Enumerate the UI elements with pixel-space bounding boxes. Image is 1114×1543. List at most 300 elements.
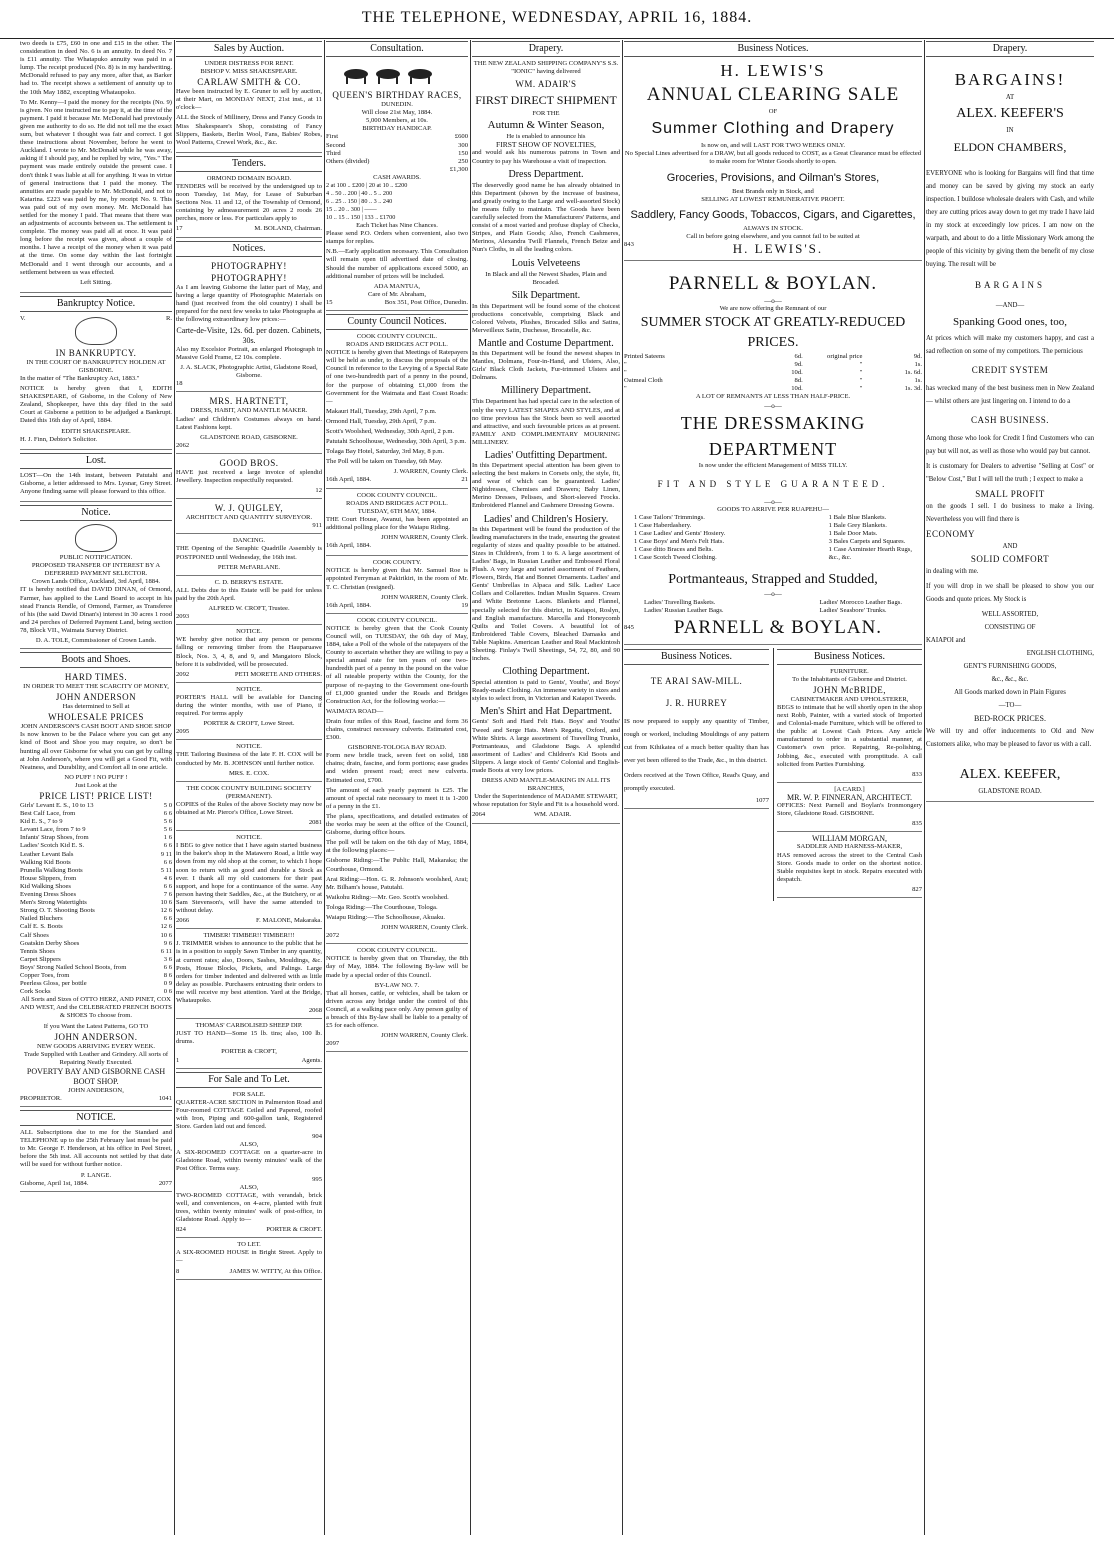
ad-text: OFFICES: Next Parnell and Boylan's Ironmongery Store, Gladstone Road. GISBORNE.	[777, 802, 922, 818]
ad-text: JOHN ANDERSON,	[68, 1086, 124, 1094]
berry-estate-ad	[176, 579, 322, 625]
ad-title: FIRST DIRECT SHIPMENT	[475, 93, 617, 108]
malone-ad	[176, 834, 322, 929]
ad-title: NOTICE.	[236, 628, 262, 636]
remnant-row	[624, 377, 922, 385]
ad-number: 911	[312, 522, 322, 530]
ad-text: COPIES of the Rules of the above Society may now be obtained at Mr. Pierce's Office, Lowe Street.	[176, 800, 322, 816]
price-row	[20, 842, 172, 850]
ad-text: He is enabled to announce his	[506, 133, 586, 141]
ad-text: ENGLISH CLOTHING,	[1026, 650, 1094, 657]
price-item: Men's Strong Watertights	[20, 899, 87, 907]
ad-number: 12	[315, 487, 322, 495]
ad-number: 2066	[176, 917, 190, 925]
ad-text: DRESS, HABIT, AND MANTLE MAKER.	[190, 407, 308, 415]
ad-number: 1041	[158, 1095, 172, 1102]
sawmill-ad	[624, 675, 769, 809]
ad-title: BARGAINS!	[954, 70, 1066, 89]
ad-text: DRESS AND MANTLE-MAKING IN ALL ITS BRANCHES,	[481, 777, 611, 793]
ad-text: TENDERS will be received by the undersigned up to noon Tuesday, 1st May, for Lease of Suburban Sections Nos. 11 and 12, of the Township of Ormond, containing by admeasurement 20 acres 2 roods 26 perches, more or less. For particulars apply to	[176, 182, 322, 223]
ad-signature: JOHN WARREN, County Clerk.	[381, 593, 468, 601]
ad-text: ROADS AND BRIDGES ACT POLL.	[346, 341, 448, 349]
ad-text: Just Look at the	[75, 781, 117, 789]
ad-text: IN	[1006, 127, 1014, 134]
auction-ad	[176, 60, 322, 153]
remnant-cell: 1s. 6d.	[904, 369, 922, 377]
list-item: 1 Case ditto Braces and Belts.	[634, 546, 714, 554]
ad-text: Care of Mr. Abraham,	[367, 290, 427, 298]
subscriptions-notice	[20, 1129, 172, 1192]
ad-text: TUESDAY, 6TH MAY, 1884.	[357, 507, 437, 515]
building-society-ad	[176, 785, 322, 831]
morgan-ad	[777, 835, 922, 898]
ad-text: BISHOP V. MISS SHAKESPEARE.	[200, 68, 298, 76]
ad-text: BIRTHDAY HANDICAP.	[362, 125, 432, 133]
price-item: Goatskin Derby Shoes	[20, 939, 80, 947]
ad-text: ALSO,	[239, 1183, 259, 1191]
ad-number: 2068	[308, 1007, 322, 1015]
ad-text: Tolaga Bay Hotel, Saturday, 3rd May, 8 p.m.	[326, 448, 445, 456]
remnant-cell: 10d.	[791, 385, 803, 393]
price-row	[20, 964, 172, 972]
price-row	[20, 915, 172, 923]
ad-signature: P. LANGE.	[80, 1171, 112, 1179]
article-text: To Mr. Kenny—I paid the money for the receipts (No. 9) is given. No one instructed me to pay it, at the time of the payment. I paid it because Mr. McDonald had previously given me authority to do so. He did not tell me the exact sum, but whatever I thought was fair and correct. I got these instructions about November, before he went to Auckland. I wrote to Mr. McDonald while he was away, asking if I should pay, and he replied by wire, "Yes." The payment was made entirely outside the present case. I don't think I was liable at all for anything. It was in virtue of general instructions that I paid the money. The annuities are made payable to Mr. McDonald, and not to Katarina. £223 was paid by me, by receipt No. 9. This was paid out of my own money. Mr. McDonald has settled for the money I paid. That means that there was an adjustments of accounts between us. The settlement is complete. The money was paid all at once. It was paid long before the receipt was given, about a couple of months. I have a receipt of the money when it was paid at the time. On some day within the last fortnight McDonald and I went through our accounts, and a settlement between us was effected.	[20, 98, 172, 276]
ad-text: Trade Supplied with Leather and Grindery. All sorts of Repairing Neatly Executed.	[23, 1050, 169, 1066]
price-item: Boys' Strong Nailed School Boots, from	[20, 963, 127, 971]
price-row	[20, 980, 172, 988]
price-item: Evening Dress Shoes	[20, 891, 77, 899]
ad-text: —AND—	[995, 302, 1025, 309]
ad-text: If you will drop in we shall be pleased to show you our Goods and quote prices. My Stock is	[926, 583, 1094, 603]
royal-crest-icon	[75, 317, 117, 345]
ad-text: [A CARD.]	[834, 785, 865, 793]
tenders-ad	[176, 175, 322, 238]
price-item: Ladies' Scotch Kid E. S.	[20, 842, 85, 850]
remnant-cell: original price	[827, 352, 863, 360]
ad-text: PORTER'S HALL will be available for Dancing during the winter months, with use of Piano, if required. For terms apply	[176, 693, 322, 718]
ad-title: HARD TIMES.	[64, 672, 128, 683]
ad-text: ALL Subscriptions due to me for the Standard and TELEPHONE up to the 25th February last must be paid to Mr. George F. Henderson, at his office in Peel Street, before the 5th inst. All accounts not settled by that date will be sued for without further notice.	[20, 1129, 172, 1169]
ad-subtitle: Groceries, Provisions, and Oilman's Stores,	[666, 172, 880, 185]
price-item: Levant Lace, from 7 to 9	[20, 826, 86, 834]
price-value: 3 6	[163, 955, 172, 963]
remnant-cell: 1s.	[914, 361, 922, 369]
prize-value: 300	[458, 141, 468, 149]
price-item: Strong O. T. Shooting Boots	[20, 907, 95, 915]
ad-subtitle: Ladies' and Children's Hosiery.	[483, 513, 609, 525]
ad-text: Special attention is paid to Gents', Youths', and Boys' Ready-made Clothing. An immense variety in sizes and styles to select from, in Victorian and Kaiapoi Tweeds.	[472, 679, 620, 703]
ad-text: in dealing with me.	[926, 568, 979, 575]
ad-signature: PETI MORETE AND OTHERS.	[234, 670, 322, 678]
price-row	[20, 932, 172, 940]
ad-text: Have been instructed by E. Gruner to sell by auction, at their Mart, on MONDAY NEXT, 21st inst., at 11 o'clock—	[176, 88, 322, 112]
ad-text: ALSO,	[239, 1141, 259, 1149]
ad-text: ALL the Stock of Millinery, Dress and Fancy Goods in Miss Shakespeare's Shop, consisting of Fancy Slippers, Baskets, Berlin Wool, Fans, Babies' Robes, Wool Patterns, Crewel Work, &c., &c.	[176, 114, 322, 146]
ad-title: FOR SALE.	[232, 1090, 266, 1098]
ad-title: PARNELL & BOYLAN.	[673, 616, 883, 638]
ad-signature: EDITH SHAKESPEARE.	[61, 427, 131, 435]
ad-title: SOLID COMFORT	[970, 554, 1050, 564]
ad-title: POVERTY BAY AND GISBORNE CASH BOOT SHOP.	[26, 1066, 166, 1086]
list-item: 1 Case Tailors' Trimmings.	[634, 513, 705, 521]
ad-title: C. D. BERRY'S ESTATE.	[214, 578, 284, 586]
remnant-cell: "	[859, 361, 863, 369]
ad-text: Waiapu Riding:—The Schoolhouse, Akuaku.	[326, 913, 446, 921]
ad-title: PRICE LIST! PRICE LIST!	[39, 791, 153, 801]
ad-title: MRS. HARTNETT,	[209, 396, 289, 407]
ad-signature: WM. ADAIR.	[533, 811, 572, 819]
ad-text: In this Department special attention has been given to selecting the best makers in Corsets only, the style, fit, and wear of which can be guaranteed. Ladies' Nightdresses, Chemises and Drawers; Baby Linen, Merino Dresses, Pelisses, and Short-sleeved Frocks. Embroidered Flannel and Cashmere Dressing Gowns.	[472, 462, 620, 510]
price-value: 4 6	[163, 874, 172, 882]
section-heading: Boots and Shoes.	[20, 652, 172, 668]
ad-text: BEGS to intimate that he will shortly open in the shop next Robb, Painter, with a varied stock of Imported and Colonial-made Furniture, which will be offered to the public at Lowest Cash Prices. Any article manufactured to order in a substantial manner, at Customer's own price. Repairing, Re-polishing, Jobbing, &c., executed with promptitude. A call solicited from Parties Furnishing.	[777, 704, 922, 768]
ad-title: J. R. HURREY	[665, 697, 728, 708]
ad-text: NEW GOODS ARRIVING EVERY WEEK.	[36, 1042, 155, 1050]
adair-ad	[472, 60, 620, 824]
list-item: 1 Case Ladies' and Gents' Hosiery.	[634, 530, 726, 538]
ad-title: ELDON CHAMBERS,	[953, 140, 1067, 154]
ad-title: BARGAINS	[974, 280, 1045, 290]
remnant-row	[624, 369, 922, 377]
ad-text: GLADSTONE ROAD.	[978, 788, 1042, 795]
price-item: House Slippers, from	[20, 874, 77, 882]
ad-text: THE Opening of the Seraphic Quadrille Assembly is POSTPONED until Wednesday, the 16th inst.	[176, 545, 322, 561]
remnant-row	[624, 353, 922, 361]
ad-signature: PORTER & CROFT, Lowe Street.	[203, 720, 295, 728]
ad-signature: JOHN WARREN, County Clerk.	[381, 924, 468, 932]
ad-text: THE NEW ZEALAND SHIPPING COMPANY'S S.S. "IONIC" having delivered	[473, 60, 619, 76]
ornament: —o—	[764, 401, 782, 410]
remnant-list	[624, 353, 922, 393]
ad-text: Ormond Hall, Tuesday, 29th April, 7 p.m.	[326, 417, 437, 425]
ad-number: 1	[176, 1056, 180, 1064]
ad-text: LOST—On the 14th instant, between Patutahi and Gisborne, a letter addressed to Mrs. Lysnar, Grey Street. Anyone finding same will please forward to this office.	[20, 471, 172, 495]
ad-text: At prices which will make my customers happy, and cast a sad reflection on some of my competitors. The pernicious	[926, 335, 1094, 355]
price-item: Cork Socks	[20, 988, 51, 996]
section-heading: Bankruptcy Notice.	[20, 296, 172, 312]
section-heading: Notices.	[176, 241, 322, 257]
ad-subtitle: Dress Department.	[508, 168, 584, 180]
ad-number: 2072	[326, 932, 340, 940]
remnant-cell: Oatmeal Cloth	[624, 377, 663, 385]
price-value: 0 9	[163, 980, 172, 988]
ad-number: 2062	[176, 441, 190, 449]
ad-text: In the matter of "The Bankruptcy Act, 1883."	[20, 375, 140, 382]
racehorses-icon	[326, 60, 468, 86]
keefer-ad	[926, 69, 1094, 802]
ad-number: 21	[461, 476, 468, 484]
lewis-ad	[624, 60, 922, 261]
price-item: Nailed Bluchers	[20, 915, 63, 923]
ad-text: SELLING AT LOWEST REMUNERATIVE PROFIT.	[701, 196, 845, 204]
ad-subtitle: Saddlery, Fancy Goods, Tobaccos, Cigars, and Cigarettes,	[630, 208, 916, 221]
list-item: 1 Case Boys' and Men's Felt Hats.	[634, 538, 725, 546]
ad-text: J. TRIMMER wishes to announce to the public that he is in a position to supply Sawn Timber in any quantity, at current rates; also, Doors, Sashes, Mouldings, &c. Posts, House Blocks, Pickets, and Palings. Large orders for timber indented and delivered with as little delay as possible. Purchasers entrusting their orders to me will receive my best attention. Yard at the Bridge, Whataupoko.	[176, 940, 322, 1004]
price-value: 6 6	[163, 810, 172, 818]
remnant-cell: 8d.	[794, 377, 803, 385]
ad-text: All Sorts and Sizes of OTTO HERZ, AND PINET, COX AND WEST, And the CELEBRATED FRENCH BOOTS & SHOES To choose from.	[20, 996, 172, 1020]
lost-notice	[20, 472, 172, 502]
remnant-cell: 10d.	[791, 369, 803, 377]
ad-text: In this Department will be found the newest shapes in Mantles, Dolmans, Four-in-Hand, and Ulsters, Also, Girls' Black Cloth Jackets, Fur-trimmed Ulsters and Dolmans.	[472, 350, 620, 382]
ad-title: THE COOK COUNTY BUILDING SOCIETY (PERMANENT).	[186, 784, 312, 800]
prize-label: First	[326, 133, 339, 141]
list-item: 1 Case Axminster Hearth Rugs,	[828, 546, 912, 554]
price-value: 9 11	[160, 850, 172, 858]
ad-subtitle: Mantle and Costume Department.	[478, 338, 614, 350]
price-row	[20, 826, 172, 834]
ad-number: 2081	[308, 819, 322, 827]
remnant-cell: 6d.	[794, 352, 803, 360]
ad-text: Will close 21st May, 1884.	[361, 109, 433, 117]
ad-text: SADDLER AND HARNESS-MAKER,	[796, 843, 903, 851]
ad-title: PARNELL & BOYLAN.	[668, 272, 878, 294]
prize-row	[326, 133, 468, 141]
ad-title: TIMBER! TIMBER!! TIMBER!!!	[203, 932, 295, 940]
ad-text: Also my Excelsior Portrait, an enlarged Photograph in Massive Gold Frame, £2 10s. complete.	[176, 345, 322, 362]
ad-title: CASH BUSINESS.	[970, 415, 1050, 425]
ad-text: In Black and all the Newest Shades, Plain and Brocaded.	[485, 270, 607, 286]
price-value: 6 6	[163, 842, 172, 850]
ad-title: WHOLESALE PRICES	[48, 712, 144, 723]
hartnett-ad	[176, 395, 322, 453]
ad-text: All Goods marked down in Plain Figures	[954, 689, 1066, 696]
ad-title: H. LEWIS'S	[720, 61, 826, 80]
section-heading: Business Notices.	[624, 649, 769, 665]
ad-text: Among those who look for Credit I find Customers who can pay but will not, as well as those who would pay but cannot.	[926, 435, 1094, 455]
ad-text: NOTICE is hereby given that I, EDITH SHAKESPEARE, of Gisborne, in the Colony of New Zealand, Shopkeeper, have this day filed in the said Court at Gisborne a petition to be adjudged a Bankrupt. Dated this 16th day of April, 1884.	[20, 385, 172, 425]
price-value: 5 6	[163, 826, 172, 834]
ad-text: Arai Riding:—Hon. G. R. Johnson's woolshed, Arai; Mr. Bilham's house, Patutahi.	[326, 875, 468, 891]
ornament: —o—	[764, 590, 782, 599]
ad-text: ARCHITECT AND QUANTITY SURVEYOR.	[185, 514, 313, 522]
price-value: 12 6	[160, 923, 172, 931]
column-1	[20, 40, 172, 1535]
ad-text: IT is hereby notified that DAVID DINAN, of Ormond, Farmer, has applied to the Land Board to accept in his stead Francis Rendle, of Ormond, Farmer, as Transferee of his (the said David Dinan's) interest in 30 acres 1 rood and 24 perches of Deferred Payment Land, being section 78, Block VII., Waimata Survey District.	[20, 586, 172, 634]
price-item: Infants' Strap Shoes, from	[20, 834, 89, 842]
ad-text: We are now offering the Remnant of our	[719, 304, 827, 312]
ad-text: The deservedly good name he has already obtained in this Department (shown by the increase of business, and greatly owing to the Large and well-assorted Stock) he means fully to maintain. The Goods have been carefully selected from the Manufacturers' Patterns, and consist of a most varied and profuse display of Checks, Stripes, and Plain Goods; Also, French Cashmeres, Merinos, Alexandra Twill Flannels, French Beize and Nun's Cloths, in all the leading colors.	[472, 181, 620, 254]
price-item: Calf Shoes	[20, 931, 49, 939]
prize-row	[326, 150, 468, 158]
list-item: 1 Case Scotch Tweed Clothing.	[634, 554, 717, 562]
price-row	[20, 948, 172, 956]
furniture-column	[773, 648, 922, 901]
ad-subtitle: Clothing Department.	[502, 666, 590, 678]
price-row	[20, 956, 172, 964]
ad-title: JOHN McBRIDE,	[813, 684, 886, 695]
price-row	[20, 891, 172, 899]
ad-text: A SIX-ROOMED HOUSE in Bright Street. Apply to—	[176, 1249, 322, 1265]
list-item: Ladies' Travelling Baskets.	[644, 598, 716, 606]
ad-text: FOR THE	[532, 110, 560, 118]
price-item: Tennis Shoes	[20, 947, 55, 955]
price-row	[20, 802, 172, 810]
ad-text: QUARTER-ACRE SECTION in Palmerston Road and Four-roomed COTTAGE Ceiled and Papered, roofed with Iron, Piping and 600-gallon tank, Registered Store. Garden laid out and fenced.	[176, 1098, 322, 1130]
price-row	[20, 940, 172, 948]
ad-number: 2064	[472, 811, 486, 819]
price-value: 6 6	[163, 915, 172, 923]
ad-number: 835	[912, 820, 922, 828]
ad-title: ECONOMY	[926, 529, 976, 539]
parnell-boylan-ad	[624, 271, 922, 645]
ad-text: £1,300	[449, 165, 468, 173]
ad-text: ALL Debts due to this Estate will be paid for unless paid by the 20th April.	[176, 586, 322, 602]
ad-text: Tologa Riding:—The Courthouse, Tologa.	[326, 903, 438, 911]
ad-text: OF	[768, 108, 778, 115]
ad-text: PROPRIETOR.	[20, 1095, 62, 1102]
price-item: Calf E. S. Boots	[20, 923, 63, 931]
ad-text: Gisborne Riding:—The Public Hall, Makaraka; the Courthouse, Ormond.	[326, 857, 468, 873]
section-heading: NOTICE.	[20, 1110, 172, 1126]
timber-notice	[176, 628, 322, 683]
ad-title: GOOD BROS.	[219, 457, 279, 468]
royal-crest-icon	[75, 524, 117, 552]
remnant-cell: 9d.	[913, 352, 922, 360]
good-bros-ad	[176, 457, 322, 499]
column-5	[624, 40, 922, 1535]
ornament: —o—	[764, 497, 782, 506]
ad-text: Orders received at the Town Office, Read's Quay, and promptly executed.	[624, 771, 769, 792]
ad-title: PHOTOGRAPHY! PHOTOGRAPHY!	[211, 260, 287, 283]
mcbride-ad	[777, 668, 922, 783]
ad-text: Patutahi Schoolhouse, Wednesday, 30th April, 3 p.m.	[326, 438, 467, 446]
ad-title: ALEX. KEEFER'S	[956, 106, 1064, 121]
ad-text: Makauri Hall, Tuesday, 29th April, 7 p.m.	[326, 407, 437, 415]
ad-text: Box 351, Post Office, Dunedin.	[384, 298, 468, 306]
prize-label: Others (divided)	[326, 157, 370, 165]
ad-title: THOMAS' CARBOLISED SHEEP DIP.	[195, 1022, 303, 1030]
ad-text: Crown Lands Office, Auckland, 3rd April, 1884.	[31, 578, 161, 586]
price-value: 1 6	[163, 834, 172, 842]
remnant-cell: "	[859, 369, 863, 377]
remnant-cell: 9d.	[794, 361, 803, 369]
ad-text: 16th April, 1884.	[326, 476, 372, 484]
business-row	[624, 648, 922, 901]
ad-title: WILLIAM MORGAN,	[811, 834, 888, 844]
remnant-row	[624, 385, 922, 393]
sheep-dip-ad	[176, 1022, 322, 1068]
ad-text: We will try and offer inducements to Old and New Customers alike, who may be pleased to favor us with a call.	[926, 728, 1094, 748]
price-value: 6 6	[163, 858, 172, 866]
ad-text: A LOT OF REMNANTS AT LESS THAN HALF-PRICE.	[695, 393, 851, 401]
column-rule	[622, 40, 623, 1535]
remnant-cell: 1s. 3d.	[904, 385, 922, 393]
ad-text: JUST TO HAND—Some 15 lb. tins; also, 100 lb. drums.	[176, 1030, 322, 1046]
ad-title: COOK COUNTY COUNCIL.	[356, 491, 438, 499]
ad-signature: H. J. Finn, Debtor's Solicitor.	[20, 435, 98, 443]
ad-title: QUEEN'S BIRTHDAY RACES,	[332, 90, 462, 101]
ad-text: AND	[1002, 543, 1018, 550]
section-heading: Drapery.	[472, 41, 620, 57]
list-item: &c., &c.	[828, 554, 852, 562]
ad-text: Drain four miles of this Road, fascine and form 36 chains, construct necessary culverts. Estimated cost, £300.	[326, 717, 468, 742]
masthead: THE TELEPHONE, WEDNESDAY, APRIL 16, 1884.	[0, 0, 1114, 39]
tailoring-ad	[176, 743, 322, 781]
crown-lands-notice	[20, 524, 172, 649]
ad-text: PROPOSED TRANSFER OF INTEREST BY A DEFERRED PAYMENT SELECTOR.	[31, 562, 161, 578]
bags-list	[820, 599, 902, 615]
ad-title: IN BANKRUPTCY.	[55, 347, 137, 358]
for-sale-ad	[176, 1091, 322, 1239]
ad-number: 18	[176, 380, 183, 388]
ad-text: NOTICE is hereby given that Mr. Samuel Roe is appointed Ferryman at Pakirikiri, in the room of Mr. T. C. Christian (resigned).	[326, 567, 468, 591]
ad-text: That all horses, cattle, or vehicles, shall be taken or driven across any bridge under the control of this Council, at a walking pace only. Any person guilty of a breach of this By-law shall be liable to a penalty of £5 for each offence.	[326, 989, 468, 1030]
prize-value: 150	[458, 149, 468, 157]
ad-signature: J. A. SLACK, Photographic Artist, Gladstone Road, Gisborne.	[180, 364, 318, 380]
ad-title: CARLAW SMITH & CO.	[197, 77, 301, 88]
ad-title: DANCING.	[232, 537, 266, 545]
ad-text: HAS removed across the street to the Central Cash Store. Goods made to order on the shortest notice. Stable requisites kept in stock. Repairs executed with despatch.	[777, 851, 922, 883]
ad-title: FIT AND STYLE GUARANTEED.	[657, 478, 889, 489]
remnant-row	[624, 361, 922, 369]
section-heading: Sales by Auction.	[176, 41, 322, 57]
column-rule	[324, 40, 325, 1535]
ad-text: In this Department will be found the production of the leading manufacturers in the trade, ensuring the greatest regularity of sizes and quality possible to be attained. Sizes in Children's, from 1 to 6. A large assortment of Ladies' Bags, in Russian Leather and Embossed Floral Plush. A very large and varied assortment of Feathers, Flowers, Birds, Hat and Bonnet Ornaments. Ladies' and Gents' Umbrellas in Alpaca and Silk. Ladies' Lace Collars and Collarettes. Indian Muslin Squares. Cream and White Bretonne Laces. Blankets and Flannel, specially selected for this district, in Kaiapoi, Roslyn, and English manufacture. Marcella and Honeycomb Quilts and Toilet Covers. A beautiful lot of Embroidered Table Covers, Bleached Damasks and Table Napkins. American Leather and Real Mackintosh Sheeting. Finlay's Twill Sheetings, 54, 72, 80, and 90 inches.	[472, 525, 620, 663]
price-item: Walking Kid Boots	[20, 858, 71, 866]
ad-text: EVERYONE who is looking for Bargains will find that time and money can be saved by giving my stock an early inspection. I buildose wholesale dealers with Cash, and while they are cutting prices away down to get my trade I have laid in my stock at exceedingly low prices. I am now on the warpath, and about to do a little Missionary Work among the people of this vicinity by giving them the benefit of my close buying. The result will be	[926, 170, 1094, 268]
ad-number: 833	[912, 770, 922, 778]
ad-text: Call in before going elsewhere, and you cannot fail to be suited at	[686, 232, 860, 240]
ad-text: BY-LAW NO. 7.	[374, 981, 420, 989]
price-value: 9 6	[163, 939, 172, 947]
ad-number: 2097	[326, 1040, 340, 1048]
arrive-list	[829, 514, 912, 563]
section-heading: Tenders.	[176, 156, 322, 172]
ad-text: In this Department will be found some of the choicest productions conceivable, comprising Black and Colored Velvets, Plushes, Brocaded Silks and Satins, Merveilleux Satin, Duchesse, Brocatelle, &c.	[472, 302, 620, 334]
prize-row	[326, 142, 468, 150]
ad-text: No Special Lines advertised for a DRAW, but all goods reduced to COST, as a Great Clearance must be effected to make room for Winter Goods shortly to open.	[624, 150, 922, 166]
ad-text: CABINETMAKER AND UPHOLSTERER,	[790, 695, 909, 703]
ad-title: WM. ADAIR'S	[515, 79, 577, 90]
ad-text: This Department has had special care in the selection of only the very LATEST SHAPES AND STYLES, and at no time previous has the Stock been so well assorted and attractive, and such favourable prices as at present. FAMILY AND COMPLIMENTARY MOURNING MILLINERY.	[472, 398, 620, 446]
column-rule	[470, 40, 471, 1535]
ad-text: Carte-de-Visite, 12s. 6d. per dozen. Cabinets, 30s.	[176, 325, 322, 345]
ad-text: THE Tailoring Business of the late F. H. COX will be conducted by Mr. B. JOHNSON until further notice.	[176, 751, 322, 767]
ad-text: THE Court House, Awanui, has been appointed an additional polling place for the Waiapu Riding.	[326, 515, 468, 531]
ad-text: AT	[1005, 94, 1015, 101]
price-item: Copper Toes, from	[20, 971, 70, 979]
ad-text: Scott's Woolshed, Wednesday, 30th April, 2 p.m.	[326, 428, 455, 435]
ad-number: 1077	[755, 796, 769, 804]
ad-title: FURNITURE.	[830, 667, 869, 675]
price-row	[20, 851, 172, 859]
ad-signature: J. WARREN, County Clerk.	[393, 468, 468, 476]
ad-text: NOTICE is hereby given that the Cook County Council will, on TUESDAY, the 6th day of May, 1884, take a Poll of the whole of the ratepayers of the County to ascertain whether they are willing to pay a special annual rate for ten years of one two-hundredth part of a penny in the pound on the value of all rateable property within the County, for the purpose of re-paying to the Government one-fourth of £1,000 granted under the Roads and Bridges Construction Act, for the following works:—	[326, 624, 468, 705]
ad-signature: JOHN WARREN, County Clerk.	[381, 1032, 468, 1040]
ad-number: 845	[624, 623, 634, 631]
ad-title: NOTICE.	[236, 834, 262, 842]
ad-title: MR. W. P. FINNERAN, ARCHITECT.	[787, 792, 912, 802]
ad-number: 843	[624, 240, 634, 248]
ad-text: &c., &c., &c.	[991, 676, 1029, 683]
price-value: 10 6	[160, 931, 172, 939]
ad-signature: PETER McFARLANE.	[217, 563, 281, 571]
prize-label: Third	[326, 149, 341, 157]
price-item: Girls' Levant E. S., 10 to 13	[20, 802, 94, 809]
list-item: Ladies' Russian Leather Bags.	[644, 606, 724, 614]
ad-text: —TO—	[998, 702, 1022, 709]
ad-title: Spanking Good ones, too,	[953, 316, 1067, 328]
remnant-cell: "	[624, 361, 627, 369]
price-row	[20, 810, 172, 818]
ad-text: Is now under the efficient Management of MISS TILLY.	[698, 461, 848, 469]
ad-signature: F. MALONE, Makaraka.	[256, 917, 322, 925]
price-value: 12 6	[160, 907, 172, 915]
ad-text: As I am leaving Gisborne the latter part of May, and having a large quantity of Photographic Materials on hand (just received from the old country) I shall be prepared for the next few weeks to take Photographs at the following extraordinary low prices:—	[176, 283, 322, 323]
ad-text: Is now on, and will LAST FOR TWO WEEKS ONLY.	[700, 142, 846, 150]
